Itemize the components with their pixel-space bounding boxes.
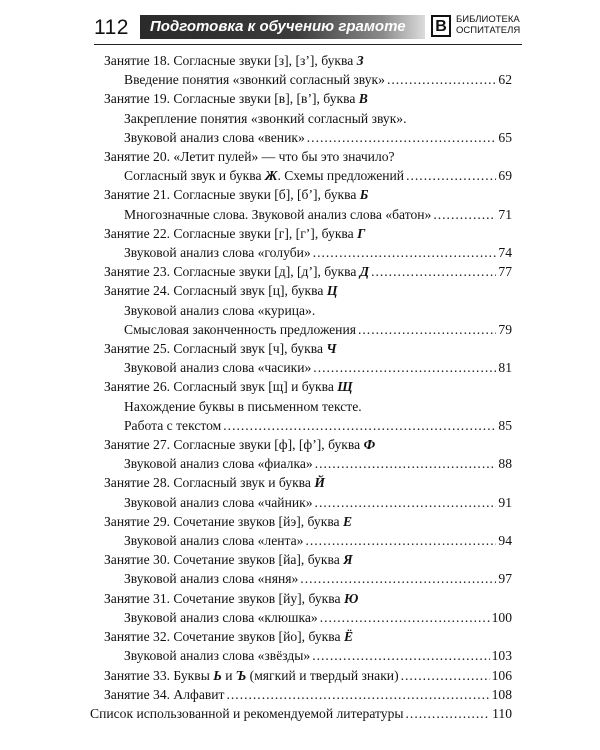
toc-entry-title [104, 339, 337, 358]
toc-entry-title [104, 627, 353, 646]
toc-entry-title [104, 550, 353, 569]
toc-entry-letter: Ф [363, 437, 376, 453]
toc-entry-letter: Щ [337, 379, 353, 395]
toc-entry [104, 109, 512, 128]
toc-entry-text: Занятие 28. Согласный звук и буква [104, 475, 315, 491]
header-rule [94, 44, 522, 45]
toc-leader-dots [315, 454, 497, 473]
toc-entry [104, 646, 512, 665]
toc-entry-title [124, 128, 305, 147]
toc-entry-letter: Ц [326, 283, 338, 299]
toc-entry [104, 416, 512, 435]
toc-entry-text: Звуковой анализ слова «курица». [124, 302, 316, 318]
running-header [94, 14, 524, 46]
toc-entry-title [124, 109, 407, 128]
toc-entry-text: Занятие 31. Сочетание звуков [йу], буква [104, 590, 344, 606]
toc-entry-letter: Ю [343, 590, 359, 606]
toc-entry-text: Занятие 24. Согласный звук [ц], буква [104, 283, 327, 299]
toc-entry-text: Занятие 18. Согласные звуки [з], [з’], буква [104, 53, 357, 68]
toc-page-number: 103 [491, 648, 512, 664]
toc-entry-letter: Д [359, 264, 370, 280]
toc-entry-title [104, 377, 353, 396]
toc-entry-letter: Я [343, 552, 353, 568]
toc-page-number: 85 [498, 417, 512, 433]
toc-entry-text: Согласный звук и буква [124, 168, 265, 184]
toc-entry-title [104, 147, 395, 166]
toc-entry [104, 569, 512, 588]
running-title: Подготовка к обучению грамоте [150, 18, 406, 35]
toc-entry-text: Занятие 25. Согласный звук [ч], буква [104, 341, 327, 357]
toc-entry-title [124, 358, 311, 377]
toc-entry [104, 608, 512, 627]
toc-entry-text: Звуковой анализ слова «чайник» [124, 494, 313, 510]
toc-leader-dots [300, 569, 496, 588]
toc-leader-dots [406, 704, 491, 723]
toc-leader-dots [371, 262, 496, 281]
toc-leader-dots [433, 205, 496, 224]
toc-page-number: 79 [498, 321, 512, 337]
toc-entry-title [124, 569, 298, 588]
toc-entry [104, 339, 512, 358]
toc-page-number: 97 [498, 571, 512, 587]
toc-entry-title [124, 243, 311, 262]
toc-leader-dots [320, 608, 490, 627]
toc-page-number: 106 [491, 667, 512, 683]
toc-entry-letter: Ь [213, 667, 222, 683]
toc-entry-title [104, 51, 364, 70]
toc-entry-title [104, 589, 358, 608]
toc-entry-suffix: и [221, 667, 236, 683]
toc-leader-dots [406, 166, 496, 185]
toc-entry-text: Занятие 32. Сочетание звуков [йо], буква [104, 629, 344, 645]
toc-page-number: 71 [498, 206, 512, 222]
toc-page-number: 74 [498, 245, 512, 261]
toc-entry-letter: Ч [326, 341, 337, 357]
toc-entry [104, 589, 512, 608]
toc-entry-title [124, 646, 310, 665]
table-of-contents [90, 51, 512, 723]
toc-entry [104, 493, 512, 512]
toc-entry-title [124, 416, 221, 435]
toc-entry [104, 435, 512, 454]
toc-entry-text: Занятие 19. Согласные звуки [в], [в’], буква [104, 91, 359, 107]
toc-entry-title [124, 301, 315, 320]
toc-leader-dots [387, 70, 496, 89]
toc-entry [104, 224, 512, 243]
toc-entry [104, 377, 512, 396]
toc-entry-title [104, 262, 369, 281]
toc-entry [104, 70, 512, 89]
toc-entry-text: Нахождение буквы в письменном тексте. [124, 398, 362, 414]
toc-leader-dots [313, 243, 497, 262]
toc-entry-title [124, 70, 385, 89]
toc-leader-dots [358, 320, 496, 339]
series-name [456, 14, 520, 36]
toc-entry-text: Звуковой анализ слова «часики» [124, 360, 312, 376]
toc-leader-dots [305, 531, 496, 550]
toc-entry-letter: Б [359, 187, 369, 203]
toc-leader-dots [315, 493, 497, 512]
toc-entry-text: Список использованной и рекомендуемой литературы [90, 705, 404, 721]
toc-entry [104, 89, 512, 108]
toc-entry-letter: Й [314, 475, 325, 491]
toc-entry-text: Звуковой анализ слова «звёзды» [124, 648, 311, 664]
toc-entry [104, 550, 512, 569]
toc-entry-text: Занятие 22. Согласные звуки [г], [г’], буква [104, 225, 358, 241]
toc-entry-letter: Г [357, 225, 366, 241]
toc-entry [104, 685, 512, 704]
toc-entry [104, 666, 512, 685]
toc-entry-suffix: . Схемы предложений [277, 168, 405, 184]
series-logo-icon: В [431, 15, 451, 37]
toc-entry-title [124, 320, 356, 339]
toc-entry-text: Звуковой анализ слова «клюшка» [124, 609, 318, 625]
toc-entry-title [104, 185, 368, 204]
toc-entry [104, 147, 512, 166]
toc-entry-title [104, 281, 337, 300]
toc-entry-text: Занятие 20. «Летит пулей» — что бы это значило? [104, 149, 395, 165]
toc-entry-letter: Ъ [235, 667, 247, 683]
toc-entry-text: Занятие 30. Сочетание звуков [йа], буква [104, 552, 344, 568]
toc-entry [104, 454, 512, 473]
toc-entry [104, 320, 512, 339]
toc-entry [104, 512, 512, 531]
toc-entry [104, 358, 512, 377]
toc-entry-title [124, 166, 404, 185]
toc-entry [104, 166, 512, 185]
toc-entry [104, 128, 512, 147]
toc-entry-letter: Ё [343, 629, 354, 645]
toc-entry-text: Звуковой анализ слова «веник» [124, 129, 305, 145]
toc-entry-text: Звуковой анализ слова «фиалка» [124, 456, 313, 472]
toc-entry-text: Звуковой анализ слова «голуби» [124, 245, 311, 261]
header-band [140, 15, 425, 39]
toc-leader-dots [223, 416, 496, 435]
toc-entry-title [104, 666, 399, 685]
toc-entry [104, 397, 512, 416]
toc-entry [104, 51, 512, 70]
toc-entry-text: Занятие 29. Сочетание звуков [йэ], буква [104, 513, 343, 529]
toc-entry [104, 185, 512, 204]
toc-entry-title [104, 685, 225, 704]
toc-page-number: 94 [498, 533, 512, 549]
toc-entry-text: Звуковой анализ слова «лента» [124, 533, 304, 549]
toc-page-number: 81 [498, 360, 512, 376]
toc-leader-dots [312, 646, 489, 665]
toc-entry-title [124, 454, 313, 473]
toc-entry-text: Занятие 34. Алфавит [104, 686, 225, 702]
toc-page-number: 65 [498, 129, 512, 145]
toc-leader-dots [227, 685, 490, 704]
toc-entry-title [124, 205, 431, 224]
toc-entry-title [104, 512, 352, 531]
series-name-line2: ОСПИТАТЕЛЯ [456, 25, 521, 36]
toc-entry-title [124, 531, 303, 550]
toc-entry [104, 627, 512, 646]
toc-entry [104, 301, 512, 320]
toc-page-number: 77 [498, 264, 512, 280]
toc-page-number: 91 [498, 494, 512, 510]
toc-page-number: 88 [498, 456, 512, 472]
toc-entry-text: Занятие 33. Буквы [104, 667, 214, 683]
toc-entry-text: Занятие 23. Согласные звуки [д], [д’], буква [104, 264, 360, 280]
toc-entry [104, 531, 512, 550]
toc-entry-letter: В [358, 91, 368, 107]
toc-entry-suffix: (мягкий и твердый знаки) [246, 667, 399, 683]
toc-entry [104, 281, 512, 300]
toc-entry-text: Закрепление понятия «звонкий согласный звук». [124, 110, 407, 126]
toc-entry-letter: Ж [264, 168, 278, 184]
toc-entry [104, 205, 512, 224]
series-name-line1: БИБЛИОТЕКА [456, 14, 520, 25]
toc-leader-dots [401, 666, 490, 685]
toc-page-number: 69 [498, 168, 512, 184]
toc-entry-title [124, 493, 313, 512]
toc-entry [104, 473, 512, 492]
toc-entry-title [104, 224, 365, 243]
toc-entry-title [90, 704, 404, 723]
toc-entry-text: Звуковой анализ слова «няня» [124, 571, 299, 587]
toc-entry-text: Смысловая законченность предложения [124, 321, 356, 337]
toc-page-number: 108 [491, 686, 512, 702]
toc-page-number: 100 [491, 609, 512, 625]
toc-entry-text: Занятие 21. Согласные звуки [б], [б’], буква [104, 187, 360, 203]
toc-entry-letter: Е [343, 513, 353, 529]
toc-entry-text: Работа с текстом [124, 417, 222, 433]
toc-entry-title [124, 397, 362, 416]
toc-entry-text: Многозначные слова. Звуковой анализ слова «батон» [124, 206, 432, 222]
toc-entry-text: Введение понятия «звонкий согласный звук» [124, 72, 385, 88]
toc-leader-dots [313, 358, 496, 377]
toc-entry-text: Занятие 27. Согласные звуки [ф], [ф’], буква [104, 437, 364, 453]
toc-page-number: 62 [498, 72, 512, 88]
toc-entry [104, 243, 512, 262]
toc-page-number: 110 [492, 705, 512, 721]
toc-entry [104, 262, 512, 281]
toc-entry-letter: З [356, 53, 364, 68]
toc-entry-title [104, 435, 375, 454]
toc-entry [90, 704, 512, 723]
toc-entry-title [104, 473, 325, 492]
toc-entry-text: Занятие 26. Согласный звук [щ] и буква [104, 379, 338, 395]
toc-entry-title [124, 608, 318, 627]
page-number: 112 [94, 16, 129, 39]
toc-leader-dots [307, 128, 497, 147]
toc-entry-title [104, 89, 368, 108]
